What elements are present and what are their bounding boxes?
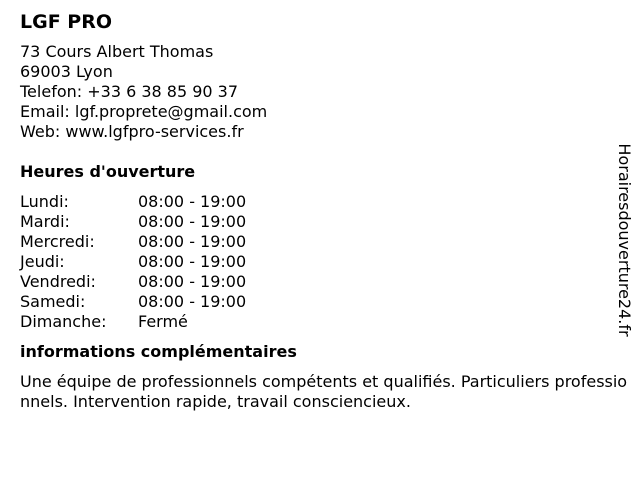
day-label: Mercredi: — [20, 232, 95, 251]
opening-hours-table — [20, 192, 610, 332]
day-label: Vendredi: — [20, 272, 96, 291]
street-address: 73 Cours Albert Thomas — [20, 42, 214, 61]
hours-row-monday — [20, 192, 610, 212]
day-label: Samedi: — [20, 292, 86, 311]
hours-row-tuesday — [20, 212, 610, 232]
business-name: LGF PRO — [20, 11, 113, 33]
hours-row-friday — [20, 272, 610, 292]
hours-row-wednesday — [20, 232, 610, 252]
day-label: Dimanche: — [20, 312, 107, 331]
day-label: Mardi: — [20, 212, 70, 231]
web-line: Web: www.lgfpro-services.fr — [20, 122, 244, 141]
opening-hours-heading: Heures d'ouverture — [20, 162, 196, 181]
day-hours: Fermé — [138, 312, 188, 331]
day-label: Jeudi: — [20, 252, 65, 271]
day-hours: 08:00 - 19:00 — [138, 192, 247, 211]
city-postal: 69003 Lyon — [20, 62, 113, 81]
day-label: Lundi: — [20, 192, 69, 211]
day-hours: 08:00 - 19:00 — [138, 232, 247, 251]
day-hours: 08:00 - 19:00 — [138, 212, 247, 231]
day-hours: 08:00 - 19:00 — [138, 272, 247, 291]
phone-line: Telefon: +33 6 38 85 90 37 — [20, 82, 239, 101]
day-hours: 08:00 - 19:00 — [138, 292, 247, 311]
additional-info-heading: informations complémentaires — [20, 342, 297, 361]
day-hours: 08:00 - 19:00 — [138, 252, 247, 271]
additional-info-text: Une équipe de professionnels compétents et qualifiés. Particuliers professionnels. Intervention rapide, travail consciencieux. — [20, 372, 628, 411]
email-line: Email: lgf.proprete@gmail.com — [20, 102, 268, 121]
hours-row-sunday — [20, 312, 610, 332]
site-watermark: Horairesdouverture24.fr — [615, 143, 634, 337]
hours-row-thursday — [20, 252, 610, 272]
hours-row-saturday — [20, 292, 610, 312]
